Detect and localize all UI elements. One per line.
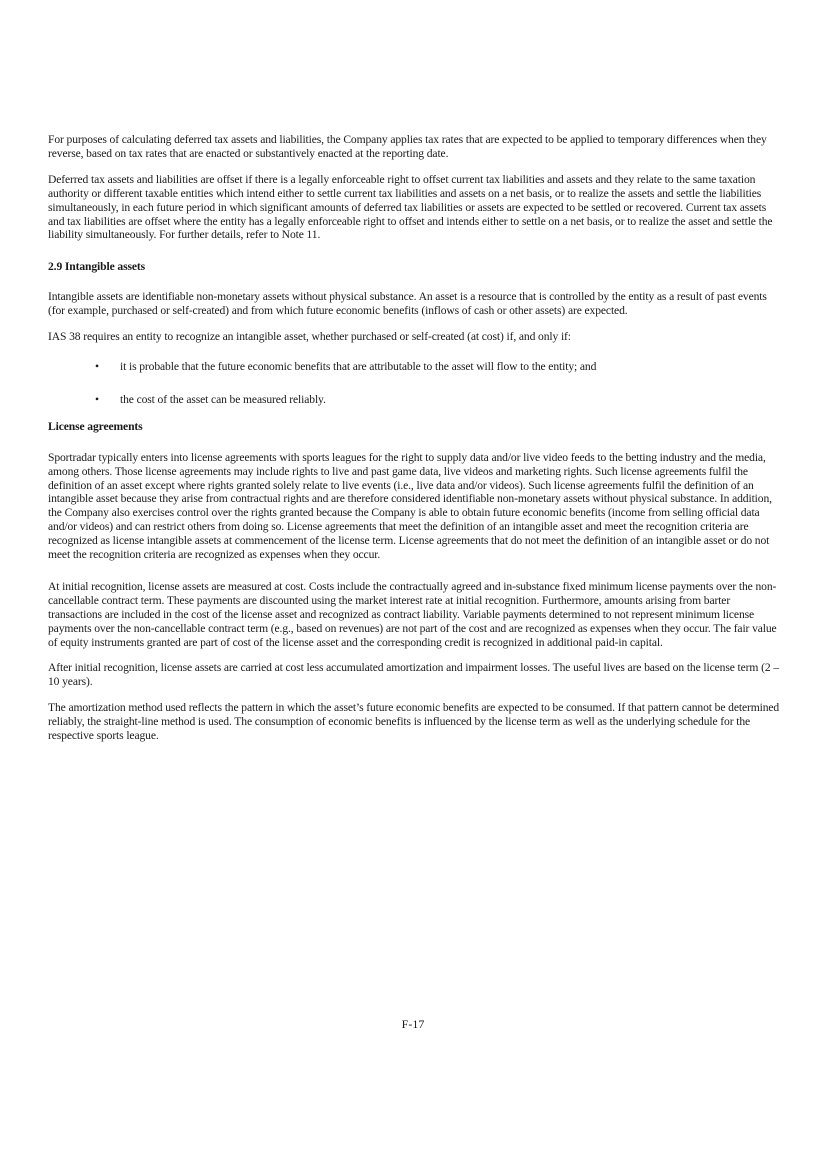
paragraph-amortization-method: The amortization method used reflects the pattern in which the asset’s future economic benefits are expected to be consumed. If that pattern cannot be determined reliably, the straight-line method is used. The consumption of economic benefits is influenced by the license term as well as the underlying schedule for the respective sports league. xyxy=(48,701,780,743)
bullet-icon: • xyxy=(95,359,99,373)
section-heading-license-agreements: License agreements xyxy=(48,419,143,433)
paragraph-initial-recognition: At initial recognition, license assets are measured at cost. Costs include the contractually agreed and in-substance fixed minimum license payments over the non-cancellable contract term. These payments are discounted using the market interest rate at initial recognition. Furthermore, amounts arising from barter transactions are included in the cost of the license asset and recognized as contract liability. Variable payments determined to not represent minimum license payments over the non-cancellable contract term (e.g., based on revenues) are not part of the cost and are recognized as expenses when they occur. The fair value of equity instruments granted are part of cost of the license asset and the corresponding credit is recognized in additional paid-in capital. xyxy=(48,579,777,649)
list-item xyxy=(48,360,780,374)
recognition-criteria-list xyxy=(48,360,780,407)
bullet-icon: • xyxy=(95,392,99,406)
paragraph-deferred-tax-rates: For purposes of calculating deferred tax assets and liabilities, the Company applies tax rates that are expected to be applied to temporary differences when they reverse, based on tax rates that are enacted or substantively enacted at the reporting date. xyxy=(48,133,767,160)
page-number: F-17 xyxy=(401,1017,425,1031)
paragraph-ias38-requirements: IAS 38 requires an entity to recognize an intangible asset, whether purchased or self-created (at cost) if, and only if: xyxy=(48,330,571,344)
section-heading-intangible-assets: 2.9 Intangible assets xyxy=(48,260,146,274)
paragraph-subsequent-measurement: After initial recognition, license assets are carried at cost less accumulated amortization and impairment losses. The useful lives are based on the license term (2 – 10 years). xyxy=(48,661,779,689)
list-item-text: the cost of the asset can be measured reliably. xyxy=(120,392,326,406)
paragraph-deferred-tax-offset: Deferred tax assets and liabilities are offset if there is a legally enforceable right to offset current tax liabilities and assets and they relate to the same taxation authority or different taxable entities which intend either to settle current tax liabilities and assets on a net basis, or to realize the assets and settle the liabilities simultaneously, in each future period in which significant amounts of deferred tax liabilities or assets are expected to be settled or recovered. Current tax assets and tax liabilities are offset where the entity has a legally enforceable right to offset and intends either to settle on a net basis, or to realize the asset and settle the liability simultaneously. For further details, refer to Note 11. xyxy=(48,172,773,242)
list-item xyxy=(48,393,780,407)
document-body xyxy=(48,133,780,755)
paragraph-license-agreements: Sportradar typically enters into license agreements with sports leagues for the right to supply data and/or live video feeds to the betting industry and the media, among others. Those license agreements may include rights to live and past game data, live videos and marketing rights. Such license agreements fulfil the definition of an asset except where rights granted solely relate to live events (i.e., live data and/or videos). Such license agreements fulfil the definition of an intangible asset because they arise from contractual rights and are therefore considered identifiable non-monetary assets without physical substance. In addition, the Company also exercises control over the rights granted because the Company is able to obtain future economic benefits (income from selling official data and/or videos) and can restrict others from doing so. License agreements that meet the definition of an intangible asset and meet the recognition criteria are recognized as license intangible assets at commencement of the license term. License agreements that do not meet the definition of an intangible asset or do not meet the recognition criteria are recognized as expenses when they occur. xyxy=(48,450,772,562)
list-item-text: it is probable that the future economic benefits that are attributable to the asset will flow to the entity; and xyxy=(120,359,597,373)
paragraph-intangible-definition: Intangible assets are identifiable non-monetary assets without physical substance. An asset is a resource that is controlled by the entity as a result of past events (for example, purchased or self-created) and from which future economic benefits (inflows of cash or other assets) are expected. xyxy=(48,290,767,318)
